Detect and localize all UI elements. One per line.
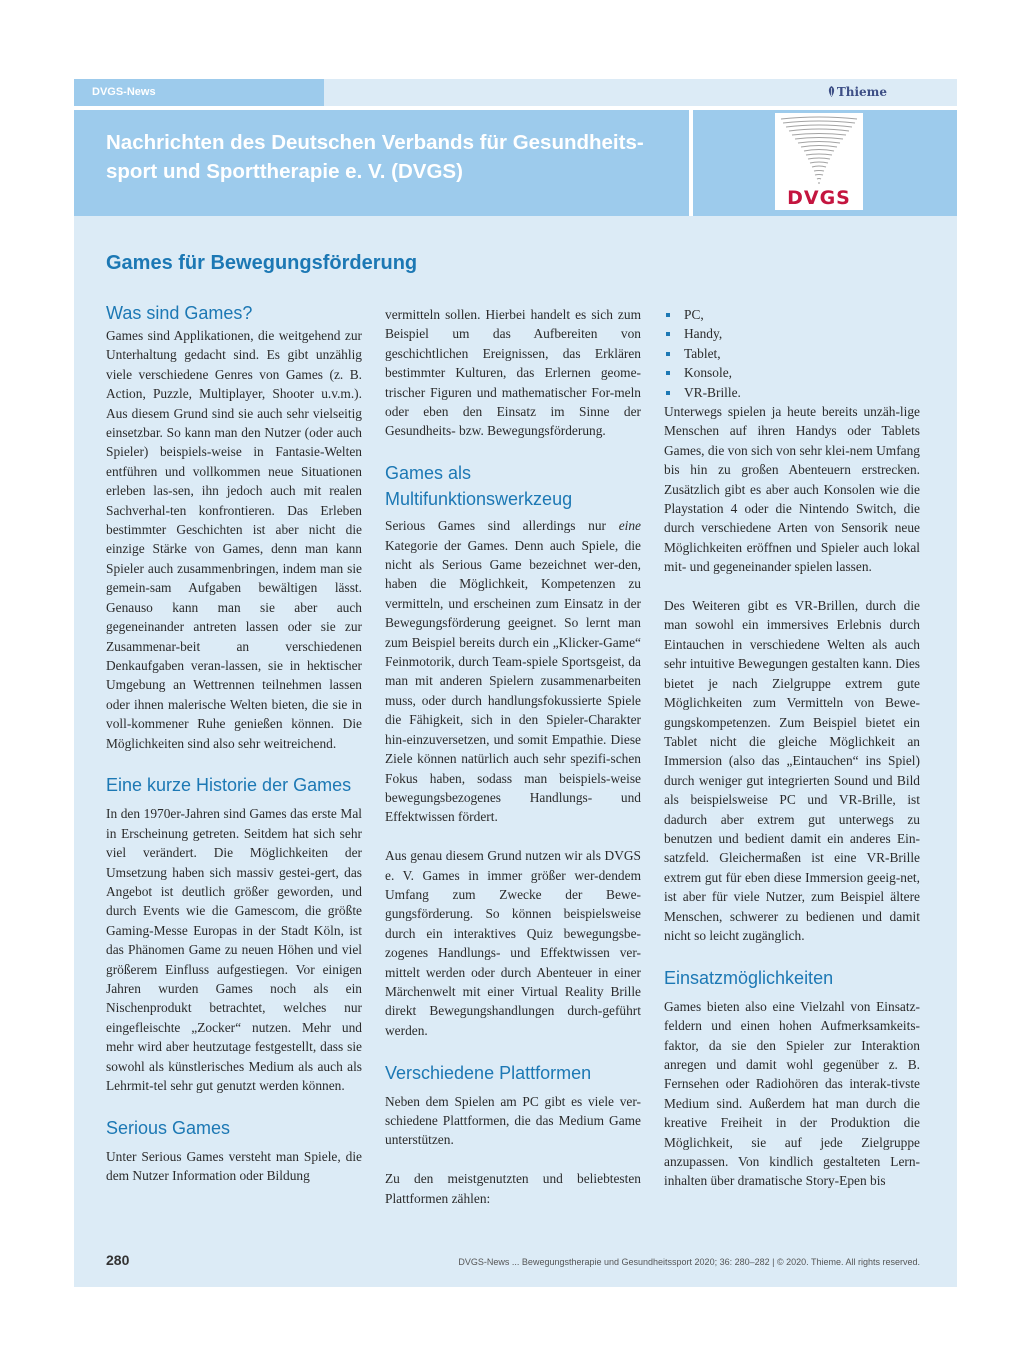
paragraph: Unter Serious Games versteht man Spiele, die dem Nutzer Information oder Bildung <box>106 1148 362 1184</box>
dvgs-logo <box>775 113 863 210</box>
paragraph: Aus genau diesem Grund nutzen wir als DVGS e. V. Games in immer größer wer-dendem Umfang zum Zwecke der Bewe-gungsförderung. So können beispielsweise durch ein interaktives Quiz bewegungsbe-zogenes Handlungs- und Effektwissen ver-mittelt werden oder durch Abenteuer in einer Märchenwelt mit einer Virtual Reality Brille direkt Bewegungshandlungen durch-geführt werden. <box>385 848 641 1038</box>
logo-text: DVGS <box>787 187 851 209</box>
column-3 <box>664 305 920 1191</box>
section-heading: Eine kurze Historie der Games <box>106 775 352 796</box>
paragraph: Zu den meistgenutzten und beliebtesten Plattformen zählen: <box>385 1171 641 1206</box>
list-item <box>664 383 920 402</box>
list-item <box>664 324 920 343</box>
publisher-logo <box>827 79 887 106</box>
list-item-text: Handy, <box>684 326 723 342</box>
paragraph: Unterwegs spielen ja heute bereits unzäh-lige Menschen auf ihren Handys oder Tablets Games, die von sich von sehr klei-nem Umfang bis hin zu großen Abenteuern erstrecken. Zusätzlich gibt es aber auch Konsolen wie die Playstation 4 oder die Nintendo Switch, die durch verschiedene Arten von Sensorik neue Möglichkeiten eröffnen und Spieler auch lokal mit- und gegeneinander spielen lassen. <box>664 404 920 575</box>
paragraph: Games sind Applikationen, die weitgehend zur Unterhaltung gedacht sind. Es gibt unzählig viele verschiedene Genres von Games (z. B. Action, Puzzle, Multiplayer, Shooter u.v.m.). Aus diesem Grund sind sie auch sehr vielseitig einsetzbar. So kann man den Nutzer (oder auch Spieler) beispiels-weise in Fantasie-Welten entführen und vollkommen neue Situationen erleben las-sen, ihn jedoch auch mit realen Sachverhal-ten konfrontieren. Das Erleben bestimmter Geschichten ist aber nicht die einzige Stärke von Games, denn man kann Spieler auch zusammenbringen, indem man sie gemein-sam Aufgaben bewältigen lässt. Genauso kann man sie aber auch gegeneinander antreten lassen oder sie zur Zusammenar-beit an verschiedenen Denkaufgaben veran-lassen, sie in hektischer Umgebung an Wettrennen teilnehmen lassen oder ihnen malerische Welten bieten, die sie in voll-kommener Ruhe genießen können. Die Möglichkeiten sind also sehr weitreichend. <box>106 328 362 751</box>
emphasis: eine <box>618 518 641 534</box>
list-item <box>664 344 920 363</box>
section-tag: DVGS-News <box>74 79 324 106</box>
tornado-icon <box>775 115 863 187</box>
paragraph: Games bieten also eine Vielzahl von Einsatz-feldern und einen hohen Aufmerksamkeits-faktor, da sie den Spieler zur Interaktion anregen und damit wohl gegenüber z. B. Fernsehen oder Radiohören das interak-tivste Medium sind. Außerdem hat man durch die kreative Freiheit in der Produktion die Möglichkeit, sie auf jede Zielgruppe anzupassen. Von kindlich gestalteten Lern-inhalten über dramatische Story-Epen bis <box>664 998 920 1189</box>
text-run: Serious Games sind allerdings nur <box>385 518 619 534</box>
article-title: Games für Bewegungsförderung <box>106 252 418 274</box>
article-body <box>74 216 957 1287</box>
bullet-icon <box>666 332 670 336</box>
section-heading: Verschiedene Plattformen <box>385 1062 592 1083</box>
paragraph: vermitteln sollen. Hierbei handelt es sich zum Beispiel um das Aufbereiten von geschichtlichen Ereignissen, das Erklären bestimmter Kulturen, das Erlernen geome-trischer Figuren und mathematischer For-meln oder eben den Einsatz im Sinne der Gesundheits- bzw. Bewegungsförderung. <box>385 307 641 439</box>
list-item-text: PC, <box>684 307 704 322</box>
list-item-text: Konsole, <box>684 365 732 381</box>
section-heading: Serious Games <box>106 1117 231 1138</box>
section-heading: Games als Multifunktionswerkzeug <box>385 463 573 510</box>
list-item-text: Tablet, <box>684 345 721 361</box>
bullet-icon <box>666 313 670 317</box>
column-1 <box>106 300 362 1186</box>
footer-citation: DVGS-News ... Bewegungstherapie und Gesundheitssport 2020; 36: 280–282 | © 2020. Thieme. All rights reserved. <box>458 1257 920 1267</box>
paragraph: In den 1970er-Jahren sind Games das erste Mal in Erscheinung getreten. Seitdem hat sich sehr viel verändert. Die Möglichkeiten der Umsetzung haben sich massiv gestei-gert, das Angebot ist deutlich größer geworden, und durch Events wie die Gamescom, die größte Gaming-Messe Europas in der Stadt Köln, ist das Phänomen Game zu neuen Höhen und viel größerem Einfluss aufgestiegen. Vor einigen Jahren wurden Games noch als ein Nischenprodukt betrachtet, welches nur eingefleischte „Zocker“ nutzen. Mehr und mehr wird aber heutzutage festgestellt, dass sie sowohl als künstlerisches Medium als auch als Lehrmit-tel sehr gut genutzt werden können. <box>106 806 362 1094</box>
paragraph <box>385 516 641 827</box>
text-run: Kategorie der Games. Denn auch Spiele, die nicht als Serious Game bezeichnet wer-den, haben die Möglichkeit, Kompetenzen zu vermitteln, und erscheinen zum Einsatz in der Bewegungsförderung geeignet. So lernt man zum Beispiel bereits durch ein „Klicker-Game“ Feinmotorik, durch Team-spiele Sportsgeist, da man mit anderen Spielern zusammenarbeiten muss, oder durch handlungsfokussierte Spiele die Fähigkeit, sich in den Spieler-Charakter hin-einzuversetzen, und somit Empathie. Diese Ziele können natürlich auch sehr spezifi-schen Fokus haben, sodass man beispiels-weise bewegungsbezogenes Handlungs- und Effektwissen fördert. <box>385 537 641 825</box>
banner-title: Nachrichten des Deutschen Verbands für Gesundheits-sport und Sporttherapie e. V. (DVGS) <box>106 131 644 183</box>
section-heading: Einsatzmöglichkeiten <box>664 967 834 988</box>
paragraph: Neben dem Spielen am PC gibt es viele ver-schiedene Plattformen, die das Medium Game unterstützen. <box>385 1093 641 1148</box>
bullet-icon <box>666 391 670 395</box>
header-banner <box>74 110 689 216</box>
bullet-icon <box>666 352 670 356</box>
page-number: 280 <box>106 1252 130 1268</box>
publisher-name: Thieme <box>836 85 887 99</box>
list-item <box>664 363 920 382</box>
bullet-icon <box>666 371 670 375</box>
list-item-text: VR-Brille. <box>684 384 741 400</box>
paragraph: Des Weiteren gibt es VR-Brillen, durch die man sowohl ein immersives Erlebnis durch Eintauchen in verschiedene Welten als auch sehr intuitive Bewegungen gestalten kann. Dies bietet je nach Zielgruppe extrem gute Möglichkeiten zum Vermitteln von Bewe-gungskompetenzen. Zum Beispiel bietet ein Tablet nicht die gleiche Möglichkeit an Immersion (also das „Eintauchen“ ins Spiel) durch weniger gut integrierten Sound und Bild als beispielsweise PC und VR-Brille, ist dadurch aber extrem gut unterwegs zu benutzen und bedient damit ein anderes Ein-satzfeld. Gleichermaßen ist eine VR-Brille extrem gut für eben diese Immersion geeig-net, ist aber für viele Nutzer, zum Beispiel ältere Menschen, schwerer zu bedienen und damit nicht so leicht zugänglich. <box>664 598 920 943</box>
top-bar <box>74 79 957 106</box>
logo-panel <box>693 110 957 216</box>
column-2 <box>385 305 641 1208</box>
section-heading: Was sind Games? <box>106 303 253 323</box>
thieme-icon <box>827 86 836 97</box>
list-item <box>664 305 920 324</box>
platform-list <box>664 305 920 402</box>
